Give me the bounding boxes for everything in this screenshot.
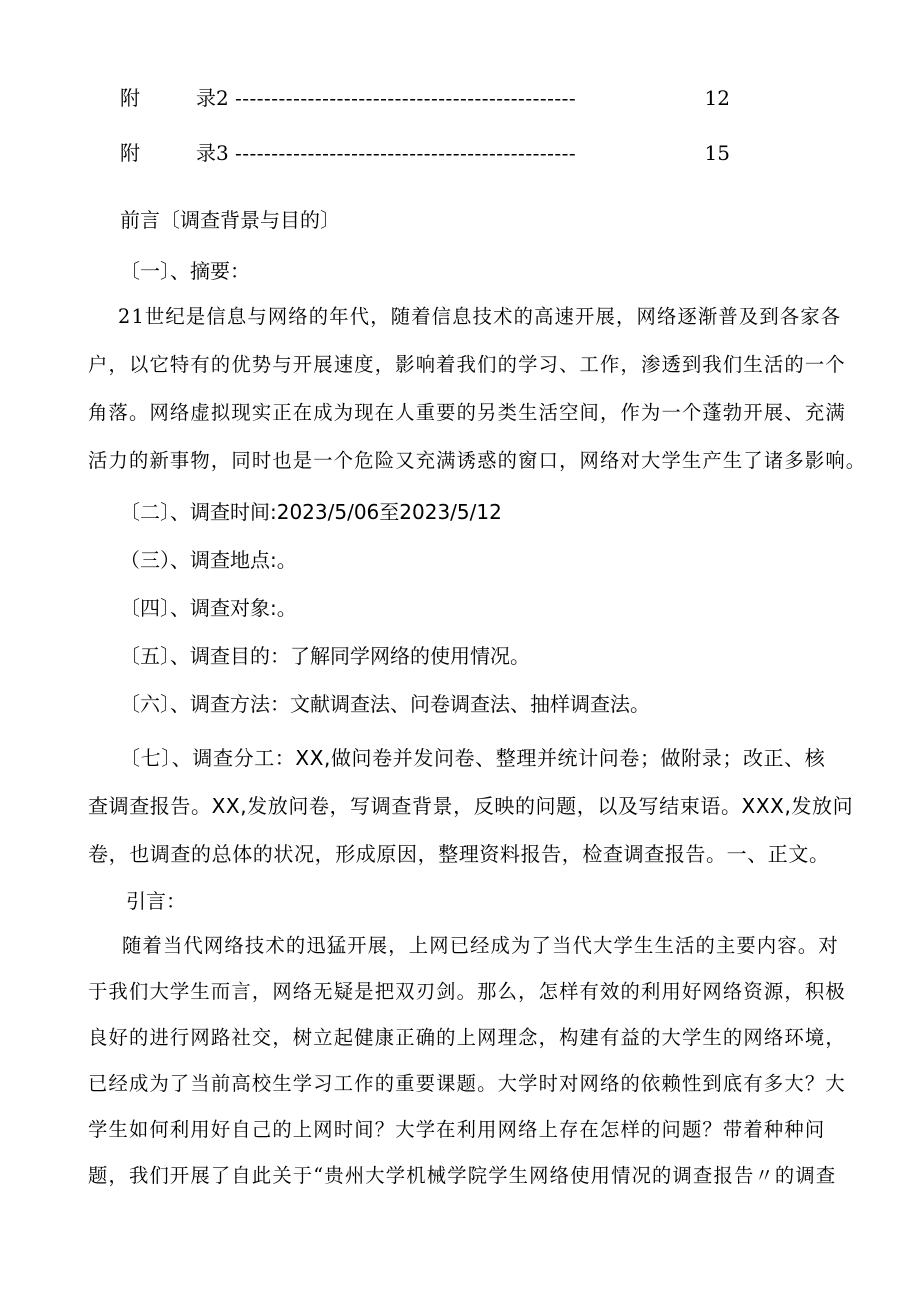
intro-line: 题，我们开展了自此关于“贵州大学机械学院学生网络使用情况的调查报告〃的调查 [88,1164,837,1187]
section-survey-method: 〔六〕、调查方法：文献调查法、问卷调查法、抽样调查法。 [120,692,650,716]
division-line: 查调查报告。XX,发放问卷，写调查背景，反映的问题，以及写结束语。XXX,发放问 [88,794,854,818]
division-line: 〔七〕、调查分工：XX,做问卷并发问卷、整理并统计问卷；做附录；改正、核 [120,746,826,770]
intro-line: 随着当代网络技术的迅猛开展，上网已经成为了当代大学生生活的主要内容。对 [122,934,839,957]
toc-leader [235,82,704,114]
section-division-of-labor [88,734,854,878]
abstract-line: 角落。网络虚拟现实正在成为现在人重要的另类生活空间，作为一个蓬勃开展、充满 [88,401,846,424]
section-abstract-heading: 〔一〕、摘要： [120,259,250,283]
section-survey-time: 〔二〕、调查时间:2023/5/06至2023/5/12 [120,500,502,524]
intro-line: 于我们大学生而言，网络无疑是把双刃剑。那么，怎样有效的利用好网络资源，积极 [88,980,846,1003]
abstract-line: 21世纪是信息与网络的年代，随着信息技术的高速开展，网络逐渐普及到各家各 [118,305,842,328]
abstract-line: 户，以它特有的优势与开展速度，影响着我们的学习、工作，渗透到我们生活的一个 [88,353,846,376]
section-survey-purpose: 〔五〕、调查目的：了解同学网络的使用情况。 [120,644,530,668]
toc-label-text: 录 [196,86,216,110]
toc-label-number: 3 [216,141,229,165]
abstract-paragraph [88,293,867,485]
intro-line: 良好的进行网路社交，树立起健康正确的上网理念，构建有益的大学生的网络环境， [88,1026,846,1049]
toc-label-text: 录 [196,141,216,165]
intro-paragraph [88,923,846,1199]
abstract-line: 活力的新事物，同时也是一个危险又充满诱惑的窗口，网络对大学生产生了诸多影响。 [88,449,867,472]
toc-leader [235,137,704,169]
toc-label-char-1: 附 [120,86,140,110]
division-line: 卷，也调查的总体的状况，形成原因，整理资料报告，检查调查报告。一、正文。 [88,842,830,866]
toc-label-char-2 [196,137,229,169]
toc-page-number: 12 [704,86,730,110]
toc-leader-dashes: ----------------------------------------------- [235,86,577,110]
toc-entry-appendix-3[interactable] [120,137,730,169]
section-survey-location: （三）、调查地点:。 [120,548,297,572]
intro-title: 引言： [126,889,186,913]
toc-page-number: 15 [704,141,730,165]
toc-entry-appendix-2[interactable] [120,82,730,114]
intro-line: 学生如何利用好自己的上网时间？大学在利用网络上存在怎样的问题？带着种种问 [88,1118,826,1141]
toc-label-number: 2 [216,86,229,110]
intro-line: 已经成为了当前高校生学习工作的重要课题。大学时对网络的依赖性到底有多大？大 [88,1072,846,1095]
preface-title: 前言〔调查背景与目的〕 [120,208,340,232]
toc-label-char-2 [196,82,229,114]
toc-leader-dashes: ----------------------------------------------- [235,141,577,165]
section-survey-subject: 〔四〕、调查对象:。 [120,596,297,620]
toc-label-char-1: 附 [120,141,140,165]
